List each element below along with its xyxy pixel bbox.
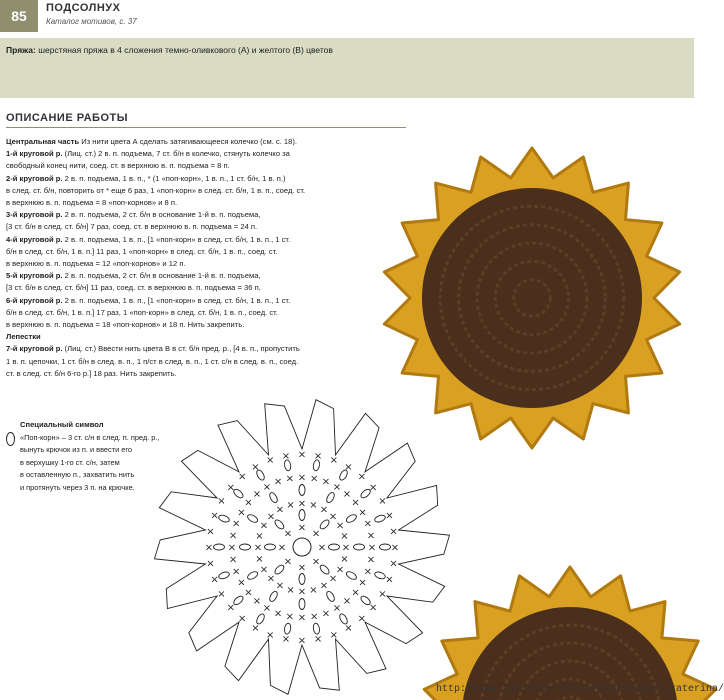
- popcorn-stitch-symbol: [265, 544, 276, 550]
- single-crochet-symbol: ×: [277, 542, 287, 554]
- popcorn-stitch-symbol: [380, 544, 391, 550]
- popcorn-stitch-symbol: [218, 514, 230, 523]
- single-crochet-symbol: ×: [358, 507, 367, 519]
- single-crochet-symbol: ×: [228, 554, 238, 566]
- instruction-line: [6, 246, 366, 258]
- single-crochet-symbol: ×: [206, 558, 215, 570]
- single-crochet-symbol: ×: [266, 455, 275, 467]
- single-crochet-symbol: ×: [281, 450, 291, 462]
- single-crochet-symbol: ×: [329, 629, 338, 641]
- single-crochet-symbol: ×: [273, 476, 283, 488]
- single-crochet-symbol: ×: [297, 562, 307, 574]
- instruction-line: [6, 234, 366, 246]
- popcorn-stitch-symbol: [345, 513, 358, 524]
- single-crochet-symbol: ×: [217, 496, 226, 507]
- single-crochet-symbol: ×: [385, 574, 394, 586]
- row-text: свободный конец нити, соед. ст. в верхнюю в. п. подъема = 8 п.: [6, 161, 230, 171]
- single-crochet-symbol: ×: [378, 589, 387, 600]
- single-crochet-symbol: ×: [321, 608, 331, 620]
- popcorn-stitch-symbol: [284, 623, 292, 635]
- single-crochet-symbol: ×: [341, 542, 351, 554]
- single-crochet-symbol: ×: [273, 608, 283, 620]
- single-crochet-symbol: ×: [369, 482, 378, 494]
- row-label: 6-й круговой р.: [6, 295, 63, 305]
- single-crochet-symbol: ×: [390, 542, 400, 554]
- row-text: в верхнюю в. п. подъема = 12 «поп-корнов» и 12 п.: [6, 259, 186, 269]
- page-number: 85: [11, 8, 27, 24]
- single-crochet-symbol: ×: [259, 520, 269, 532]
- instruction-line: [6, 331, 366, 343]
- row-text: 2 в. п. подъема, 1 в. п., * (1 «поп-корн», 1 в. п., 1 ст. б/н, 1 в. п.): [62, 173, 286, 183]
- single-crochet-symbol: ×: [227, 542, 237, 554]
- single-crochet-symbol: ×: [255, 531, 264, 543]
- single-crochet-symbol: ×: [313, 450, 323, 462]
- popcorn-stitch-symbol: [325, 590, 336, 603]
- single-crochet-symbol: ×: [389, 558, 398, 570]
- single-crochet-symbol: ×: [262, 481, 272, 493]
- row-text: 2 в. п. подъема, 2 ст. б/н в основание 1-й в. п. подъема,: [62, 210, 261, 220]
- popcorn-stitch-symbol: [246, 513, 259, 524]
- single-crochet-symbol: ×: [357, 471, 366, 483]
- row-label: 2-й круговой р.: [6, 173, 63, 183]
- center-ring: [293, 538, 311, 556]
- single-crochet-symbol: ×: [285, 473, 294, 485]
- instruction-line: [6, 148, 366, 160]
- single-crochet-symbol: ×: [297, 612, 307, 624]
- catalog-reference: Каталог мотивов, с. 37: [46, 17, 137, 26]
- special-symbol-title: Специальный символ: [20, 420, 104, 429]
- single-crochet-symbol: ×: [309, 585, 318, 596]
- single-crochet-symbol: ×: [363, 566, 372, 578]
- single-crochet-symbol: ×: [226, 602, 235, 614]
- single-crochet-symbol: ×: [253, 542, 263, 554]
- symbol-line: в верхушку 1-го ст. с/н, затем: [20, 457, 120, 467]
- row-label: Лепестки: [6, 332, 41, 342]
- popcorn-stitch-symbol: [240, 544, 251, 550]
- row-label: 4-й круговой р.: [6, 234, 63, 244]
- popcorn-stitch-symbol: [214, 544, 225, 550]
- popcorn-stitch-symbol: [299, 599, 305, 610]
- instruction-line: [6, 209, 366, 221]
- single-crochet-symbol: ×: [344, 462, 353, 473]
- single-crochet-symbol: ×: [297, 472, 307, 484]
- single-crochet-symbol: ×: [232, 566, 241, 578]
- yarn-label: Пряжа:: [6, 45, 36, 55]
- single-crochet-symbol: ×: [385, 510, 394, 522]
- single-crochet-symbol: ×: [210, 574, 219, 586]
- special-symbol-text: [20, 432, 160, 494]
- single-crochet-symbol: ×: [226, 482, 235, 494]
- single-crochet-symbol: ×: [357, 613, 366, 625]
- single-crochet-symbol: ×: [275, 580, 285, 592]
- instruction-line: [6, 185, 366, 197]
- single-crochet-symbol: ×: [332, 603, 342, 615]
- single-crochet-symbol: ×: [283, 556, 293, 568]
- single-crochet-symbol: ×: [332, 481, 342, 493]
- single-crochet-symbol: ×: [259, 564, 269, 576]
- row-label: 3-й круговой р.: [6, 210, 63, 220]
- instruction-line: [6, 343, 366, 355]
- instruction-line: [6, 270, 366, 282]
- single-crochet-symbol: ×: [286, 500, 295, 511]
- instruction-line: [6, 368, 366, 380]
- single-crochet-symbol: ×: [281, 634, 291, 646]
- single-crochet-symbol: ×: [297, 635, 307, 647]
- single-crochet-symbol: ×: [255, 553, 264, 565]
- symbol-line: и протянуть через 3 п. на крючке.: [20, 482, 135, 492]
- single-crochet-symbol: ×: [232, 518, 241, 530]
- single-crochet-symbol: ×: [244, 497, 253, 509]
- single-crochet-symbol: ×: [251, 623, 260, 634]
- popcorn-stitch-symbol: [268, 590, 279, 603]
- row-text: 1 в. п. цепочки, 1 ст. б/н в след. в. п., 1 п/ст в след. в. п., 1 ст. с/н в след. в. п., соед.: [6, 356, 299, 366]
- symbol-line: вынуть крючок из п. и ввести его: [20, 445, 133, 455]
- single-crochet-symbol: ×: [297, 522, 307, 534]
- single-crochet-symbol: ×: [340, 553, 349, 565]
- row-text: [3 ст. б/н в след. ст. б/н] 7 раз, соед. ст. в верхнюю в. п. подъема = 24 п.: [6, 222, 258, 232]
- instruction-line: [6, 295, 366, 307]
- popcorn-stitch-symbol: [345, 570, 358, 581]
- popcorn-stitch-symbol: [246, 570, 259, 581]
- single-crochet-symbol: ×: [335, 520, 345, 532]
- row-text: [3 ст. б/н в след. ст. б/н] 11 раз, соед. ст. в верхнюю в. п. подъема = 36 п.: [6, 283, 261, 293]
- instruction-line: [6, 197, 366, 209]
- single-crochet-symbol: ×: [297, 449, 307, 461]
- single-crochet-symbol: ×: [297, 498, 307, 510]
- popcorn-stitch-symbol: [268, 491, 279, 504]
- single-crochet-symbol: ×: [358, 577, 367, 589]
- single-crochet-symbol: ×: [366, 554, 376, 566]
- single-crochet-symbol: ×: [389, 526, 398, 538]
- single-crochet-symbol: ×: [285, 611, 294, 623]
- yarn-info: [6, 45, 333, 55]
- single-crochet-symbol: ×: [275, 504, 285, 516]
- single-crochet-symbol: ×: [340, 531, 349, 543]
- row-text: 2 в. п. подъема, 2 ст. б/н в основание 1-й в. п. подъема,: [62, 271, 261, 281]
- single-crochet-symbol: ×: [328, 573, 338, 585]
- single-crochet-symbol: ×: [266, 629, 275, 641]
- instruction-line: [6, 173, 366, 185]
- popcorn-stitch-symbol: [218, 571, 230, 580]
- row-text: б/н в след. ст. б/н, 1 в. п.] 17 раз, 1 «поп-корн» в след. ст. б/н, 1 в. п., соед. ст.: [6, 307, 278, 317]
- single-crochet-symbol: ×: [217, 589, 226, 600]
- section-divider: [6, 127, 406, 128]
- single-crochet-symbol: ×: [317, 542, 327, 554]
- instruction-line: [6, 282, 366, 294]
- single-crochet-symbol: ×: [351, 497, 360, 509]
- single-crochet-symbol: ×: [238, 471, 247, 483]
- single-crochet-symbol: ×: [335, 564, 345, 576]
- instruction-line: [6, 136, 366, 148]
- row-text: Из нити цвета А сделать затягивающееся колечко (см. с. 18).: [79, 137, 298, 146]
- single-crochet-symbol: ×: [237, 577, 246, 589]
- row-text: в след. ст. б/н, повторить от * еще 6 раз, 1 «поп-корн» в след. ст. б/н, 1 в. п., соед. ст.: [6, 185, 306, 195]
- single-crochet-symbol: ×: [266, 573, 276, 585]
- page-title: ПОДСОЛНУХ: [46, 2, 121, 14]
- single-crochet-symbol: ×: [297, 586, 307, 598]
- row-text: в верхнюю в. п. подъема = 18 «поп-корнов» и 18 п. Нить закрепить.: [6, 320, 245, 330]
- popcorn-stitch-symbol: [312, 623, 320, 635]
- single-crochet-symbol: ×: [251, 462, 260, 473]
- section-title: ОПИСАНИЕ РАБОТЫ: [6, 112, 128, 124]
- single-crochet-symbol: ×: [342, 596, 352, 608]
- popcorn-stitch-symbol: [299, 574, 305, 585]
- single-crochet-symbol: ×: [252, 596, 262, 608]
- row-text: (Лиц. ст.) 2 в. п. подъема, 7 ст. б/н в колечко, стянуть колечко за: [62, 149, 290, 159]
- page-number-badge: [0, 0, 38, 32]
- single-crochet-symbol: ×: [319, 504, 329, 516]
- popcorn-stitch-symbol: [329, 544, 340, 550]
- single-crochet-symbol: ×: [367, 542, 377, 554]
- single-crochet-symbol: ×: [252, 488, 262, 500]
- sunflower-photo-partial: [420, 540, 694, 700]
- instructions-text: [6, 136, 366, 380]
- single-crochet-symbol: ×: [363, 518, 372, 530]
- single-crochet-symbol: ×: [206, 526, 215, 538]
- single-crochet-symbol: ×: [228, 530, 238, 542]
- single-crochet-symbol: ×: [238, 613, 247, 625]
- single-crochet-symbol: ×: [369, 602, 378, 614]
- single-crochet-symbol: ×: [237, 507, 246, 519]
- instruction-line: [6, 258, 366, 270]
- single-crochet-symbol: ×: [321, 476, 331, 488]
- single-crochet-symbol: ×: [329, 455, 338, 467]
- single-crochet-symbol: ×: [342, 488, 352, 500]
- single-crochet-symbol: ×: [328, 511, 338, 523]
- single-crochet-symbol: ×: [210, 510, 219, 522]
- watermark-url: http://www.liveinternet.ru/users/queen_katerina/: [436, 684, 724, 695]
- single-crochet-symbol: ×: [313, 634, 323, 646]
- row-label: Центральная часть: [6, 137, 80, 146]
- single-crochet-symbol: ×: [319, 580, 329, 592]
- single-crochet-symbol: ×: [310, 473, 319, 485]
- instruction-line: [6, 160, 366, 172]
- single-crochet-symbol: ×: [286, 585, 295, 596]
- single-crochet-symbol: ×: [309, 500, 318, 511]
- row-label: 1-й круговой р.: [6, 149, 63, 159]
- row-label: 7-й круговой р.: [6, 344, 63, 354]
- row-text: 2 в. п. подъема, 1 в. п., [1 «поп-корн» в след. ст. б/н, 1 в. п., 1 ст.: [62, 295, 291, 305]
- row-text: 2 в. п. подъема, 1 в. п., [1 «поп-корн» в след. ст. б/н, 1 в. п., 1 ст.: [62, 234, 291, 244]
- single-crochet-symbol: ×: [283, 528, 293, 540]
- popcorn-stitch-symbol: [325, 491, 336, 504]
- instruction-line: [6, 307, 366, 319]
- popcorn-stitch-symbol: [299, 510, 305, 521]
- brown-center: [422, 188, 642, 408]
- popcorn-stitch-symbol: [354, 544, 365, 550]
- row-text: б/н в след. ст. б/н, 1 в. п.] 11 раз, 1 «поп-корн» в след. ст. б/н, 1 в. п., соед. ст.: [6, 246, 278, 256]
- instruction-line: [6, 221, 366, 233]
- row-label: 5-й круговой р.: [6, 271, 63, 281]
- popcorn-symbol-icon: [6, 432, 15, 446]
- row-text: ст. в след. ст. б/н 6-го р.] 18 раз. Нить закрепить.: [6, 368, 177, 378]
- popcorn-stitch-symbol: [299, 485, 305, 496]
- single-crochet-symbol: ×: [204, 542, 214, 554]
- instruction-line: [6, 356, 366, 368]
- single-crochet-symbol: ×: [311, 556, 321, 568]
- row-text: (Лиц. ст.) Ввести нить цвета В в ст. б/н пред. р., [4 в. п., пропустить: [62, 344, 300, 354]
- single-crochet-symbol: ×: [310, 611, 319, 623]
- single-crochet-symbol: ×: [262, 603, 272, 615]
- single-crochet-symbol: ×: [351, 587, 360, 599]
- single-crochet-symbol: ×: [244, 587, 253, 599]
- symbol-line: «Поп-корн» – 3 ст. с/н в след. п. пред. р.,: [20, 433, 160, 442]
- single-crochet-symbol: ×: [311, 528, 321, 540]
- symbol-line: в оставленную п., захватить нить: [20, 470, 135, 480]
- single-crochet-symbol: ×: [266, 511, 276, 523]
- sunflower-photo: [370, 150, 694, 470]
- row-text: в верхнюю в. п. подъема = 8 «поп-корнов» и 8 п.: [6, 198, 178, 208]
- single-crochet-symbol: ×: [378, 496, 387, 507]
- single-crochet-symbol: ×: [366, 530, 376, 542]
- yarn-description: шерстяная пряжа в 4 сложения темно-оливкового (А) и желтого (В) цветов: [38, 45, 333, 55]
- instruction-line: [6, 319, 366, 331]
- single-crochet-symbol: ×: [344, 623, 353, 634]
